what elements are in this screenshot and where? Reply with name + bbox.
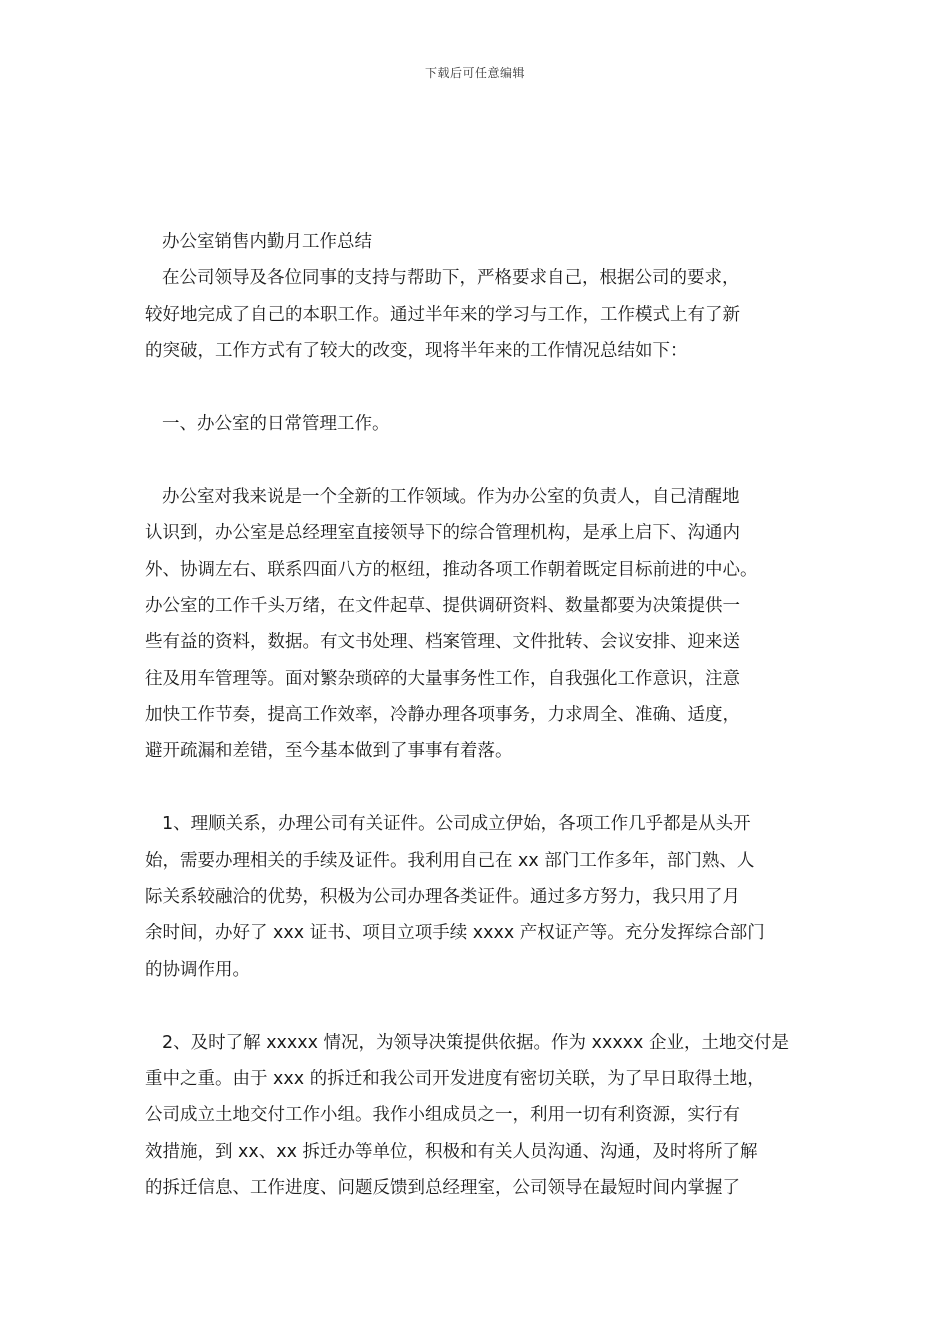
- paragraph-line: 往及用车管理等。面对繁杂琐碎的大量事务性工作，自我强化工作意识，注意: [145, 668, 740, 689]
- document-body: [145, 224, 805, 1207]
- paragraph-line: 办公室的工作千头万绪，在文件起草、提供调研资料、数量都要为决策提供一: [145, 595, 740, 616]
- paragraph-line: 始，需要办理相关的手续及证件。我利用自己在 xx 部门工作多年，部门熟、人: [145, 850, 755, 871]
- paragraph-line: 重中之重。由于 xxx 的拆迁和我公司开发进度有密切关联，为了早日取得土地，: [145, 1068, 765, 1089]
- paragraph-line: 些有益的资料，数据。有文书处理、档案管理、文件批转、会议安排、迎来送: [145, 632, 740, 653]
- paragraph-line: 余时间，办好了 xxx 证书、项目立项手续 xxxx 产权证产等。充分发挥综合部门: [145, 923, 765, 944]
- paragraph-line: 外、协调左右、联系四面八方的枢纽，推动各项工作朝着既定目标前进的中心。: [145, 559, 758, 580]
- blank-line: [145, 442, 805, 478]
- intro-line: 在公司领导及各位同事的支持与帮助下，严格要求自己，根据公司的要求，: [162, 268, 740, 289]
- section-heading: 一、办公室的日常管理工作。: [162, 413, 390, 434]
- intro-line: 的突破，工作方式有了较大的改变，现将半年来的工作情况总结如下：: [145, 341, 688, 362]
- paragraph-line: 2、及时了解 xxxxx 情况，为领导决策提供依据。作为 xxxxx 企业，土地交付是: [162, 1032, 789, 1053]
- blank-line: [145, 988, 805, 1024]
- blank-line: [145, 770, 805, 806]
- paragraph-line: 办公室对我来说是一个全新的工作领域。作为办公室的负责人，自己清醒地: [162, 486, 740, 507]
- paragraph-line: 加快工作节奏，提高工作效率，冷静办理各项事务，力求周全、准确、适度，: [145, 705, 740, 726]
- paragraph-line: 1、理顺关系，办理公司有关证件。公司成立伊始，各项工作几乎都是从头开: [162, 814, 751, 835]
- paragraph-line: 际关系较融洽的优势，积极为公司办理各类证件。通过多方努力，我只用了月: [145, 887, 740, 908]
- paragraph-line: 认识到，办公室是总经理室直接领导下的综合管理机构，是承上启下、沟通内: [145, 523, 740, 544]
- paragraph-line: 避开疏漏和差错，至今基本做到了事事有着落。: [145, 741, 513, 762]
- paragraph-line: 的拆迁信息、工作进度、问题反馈到总经理室，公司领导在最短时间内掌握了: [145, 1178, 740, 1199]
- blank-line: [145, 370, 805, 406]
- paragraph-line: 的协调作用。: [145, 959, 250, 980]
- paragraph-line: 效措施，到 xx、xx 拆迁办等单位，积极和有关人员沟通、沟通，及时将所了解: [145, 1141, 758, 1162]
- intro-line: 较好地完成了自己的本职工作。通过半年来的学习与工作，工作模式上有了新: [145, 304, 740, 325]
- paragraph-line: 公司成立土地交付工作小组。我作小组成员之一，利用一切有利资源，实行有: [145, 1105, 740, 1126]
- document-title: 办公室销售内勤月工作总结: [162, 232, 372, 252]
- page-header-note: 下载后可任意编辑: [424, 66, 525, 80]
